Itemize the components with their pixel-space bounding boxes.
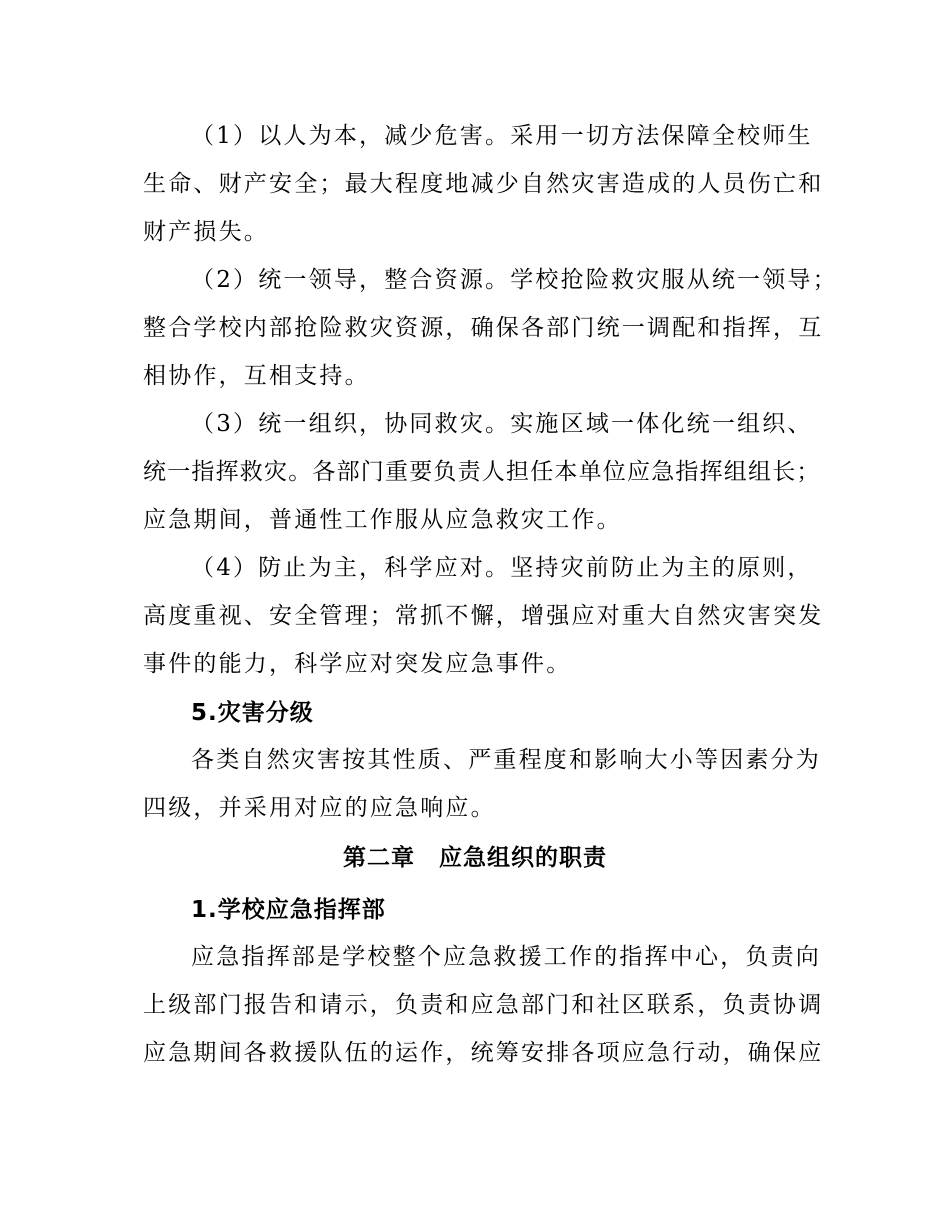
paragraph-line: 各类自然灾害按其性质、严重程度和影响大小等因素分为 bbox=[191, 747, 821, 773]
paragraph-line: 上级部门报告和请示，负责和应急部门和社区联系，负责协调 bbox=[143, 992, 824, 1018]
paragraph-line: （1）以人为本，减少危害。采用一切方法保障全校师生 bbox=[191, 123, 813, 149]
paragraph-line: （3）统一组织，协同救灾。实施区域一体化统一组织、 bbox=[191, 411, 813, 437]
paragraph-line: 生命、财产安全；最大程度地减少自然灾害造成的人员伤亡和 bbox=[143, 171, 824, 197]
paragraph-line: 整合学校内部抢险救灾资源，确保各部门统一调配和指挥，互 bbox=[143, 315, 824, 341]
paragraph-line: （2）统一领导，整合资源。学校抢险救灾服从统一领导； bbox=[191, 267, 838, 293]
section-heading: 5.灾害分级 bbox=[191, 700, 314, 726]
paragraph-line: 财产损失。 bbox=[143, 219, 269, 245]
paragraph-line: 统一指挥救灾。各部门重要负责人担任本单位应急指挥组组长； bbox=[143, 459, 821, 485]
paragraph-line: 应急期间，普通性工作服从应急救灾工作。 bbox=[143, 507, 622, 533]
paragraph-line: 应急期间各救援队伍的运作，统筹安排各项应急行动，确保应 bbox=[143, 1040, 824, 1066]
paragraph-line: （4）防止为主，科学应对。坚持灾前防止为主的原则， bbox=[191, 555, 813, 581]
paragraph-line: 高度重视、安全管理；常抓不懈，增强应对重大自然灾害突发 bbox=[143, 603, 824, 629]
paragraph-line: 事件的能力，科学应对突发应急事件。 bbox=[143, 651, 572, 677]
paragraph-line: 应急指挥部是学校整个应急救援工作的指挥中心，负责向 bbox=[191, 944, 821, 970]
paragraph-line: 四级，并采用对应的应急响应。 bbox=[143, 795, 496, 821]
paragraph-line: 相协作，互相支持。 bbox=[143, 363, 370, 389]
chapter-title: 第二章 应急组织的职责 bbox=[343, 845, 607, 871]
section-heading: 1.学校应急指挥部 bbox=[191, 897, 386, 923]
